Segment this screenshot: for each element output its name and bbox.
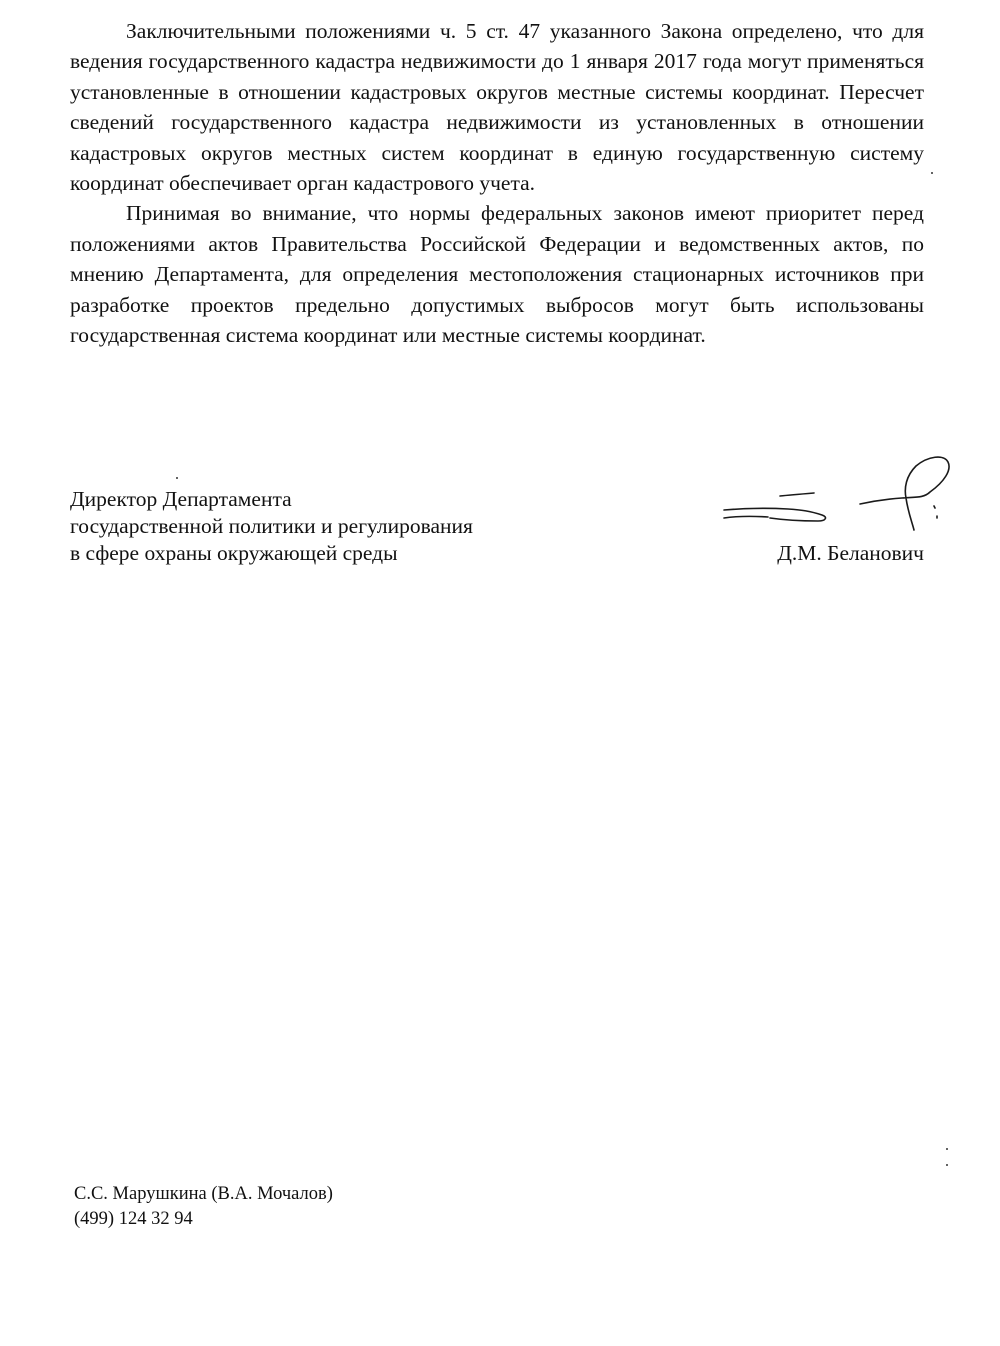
paragraph-cadastre: Заключительными положениями ч. 5 ст. 47 указанного Закона определено, что для ведения государственного кадастра недвижимости до 1 января 2017 года могут применяться установленные в отношении кадастровых округов местные системы координат. Пересчет сведений государственного кадастра недвижимости из установленных в отношении кадастровых округов местных систем координат в единую государственную систему координат обеспечивает орган кадастрового учета. [70,19,924,196]
scan-speck [931,172,933,174]
paragraph-conclusion: Принимая во внимание, что нормы федеральных законов имеют приоритет перед положениями актов Правительства Российской Федерации и ведомственных актов, по мнению Департамента, для определения местоположения стационарных источников при разработке проектов предельно допустимых выбросов могут быть использованы государственная система координат или местные системы координат. [70,201,924,348]
signature-icon [718,448,958,548]
signer-title-line: в сфере охраны окружающей среды [70,541,398,565]
executor-phone: (499) 124 32 94 [74,1209,193,1229]
scan-speck [176,477,178,479]
letter-body [70,16,924,350]
signer-name: Д.М. Беланович [777,541,924,565]
scan-speck [946,1164,948,1166]
executor-name: С.С. Марушкина (В.А. Мочалов) [74,1184,333,1204]
signer-title-line: государственной политики и регулирования [70,514,473,538]
scan-speck [946,1148,948,1150]
signer-title-line: Директор Департамента [70,487,292,511]
contact-block [74,1182,333,1232]
